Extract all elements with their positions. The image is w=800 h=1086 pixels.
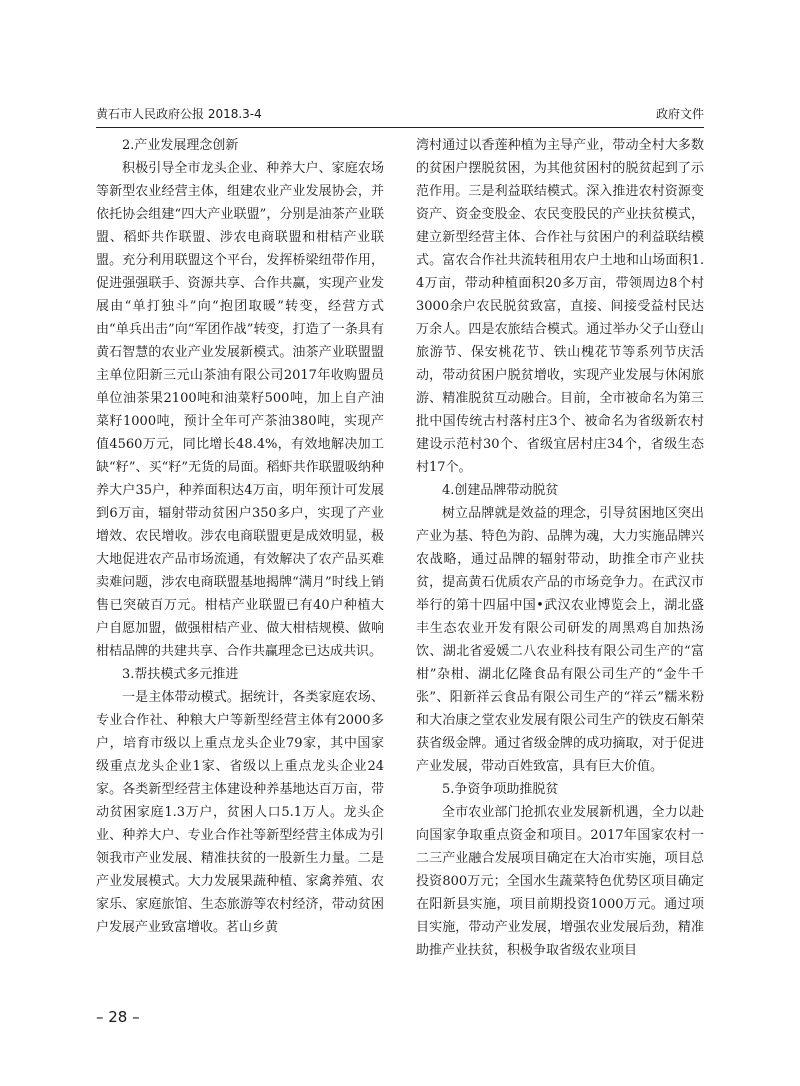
section-heading: 5.争资争项助推脱贫 <box>442 782 559 797</box>
section-heading: 4.创建品牌带动脱贫 <box>442 483 559 498</box>
section-heading: 2.产业发展理念创新 <box>122 138 239 153</box>
right-column <box>416 134 704 962</box>
page-header <box>96 104 704 124</box>
publication-title: 黄石市人民政府公报 2018.3-4 <box>96 107 262 121</box>
paragraph: 树立品牌就是效益的理念，引导贫困地区突出产业为基、特色为韵、品牌为魂，大力实施品牌兴农战略，通过品牌的辐射带动，助推全市产业扶贫，提高黄石优质农产品的市场竞争力。在武汉市举行的第十四届中国•武汉农业博览会上，湖北盛丰生态农业开发有限公司研发的周黑鸡自加热汤饮、湖北省爱媛二八农业科技有限公司生产的“富柑”杂柑、湖北亿隆食品有限公司生产的“金牛千张”、阳新祥云食品有限公司生产的“祥云”糯米粉和大冶康之堂农业发展有限公司生产的铁皮石斛荣获省级金牌。通过省级金牌的成功摘取，对于促进产业发展，带动百姓致富，具有巨大价值。 <box>416 506 704 774</box>
paragraph: 全市农业部门抢抓农业发展新机遇，全力以赴向国家争取重点资金和项目。2017年国家农村一二三产业融合发展项目确定在大冶市实施，项目总投资800万元；全国水生蔬菜特色优势区项目确定在阳新县实施，项目前期投资1000万元。通过项目实施，带动产业发展，增强农业发展后劲，精准助推产业扶贫，积极争取省级农业项目 <box>416 805 704 958</box>
section-heading: 3.帮扶模式多元推进 <box>122 667 239 682</box>
page-number: – 28 – <box>96 1008 140 1026</box>
header-rule <box>96 127 704 128</box>
left-column <box>96 134 384 939</box>
paragraph-continued: 湾村通过以香莲种植为主导产业，带动全村大多数的贫困户摆脱贫困，为其他贫困村的脱贫起到了示范作用。三是利益联结模式。深入推进农村资源变资产、资金变股金、农民变股民的产业扶贫模式，建立新型经营主体、合作社与贫困户的利益联结模式。富农合作社共流转租用农户土地和山场面积1.4万亩，带动种植面积20多万亩，带领周边8个村3000余户农民脱贫致富，直接、间接受益村民达万余人。四是农旅结合模式。通过举办父子山登山旅游节、保安桃花节、铁山槐花节等系列节庆活动，带动贫困户脱贫增收，实现产业发展与休闲旅游、精准脱贫互动融合。目前，全市被命名为第三批中国传统古村落村庄3个、被命名为省级新农村建设示范村30个、省级宜居村庄34个，省级生态村17个。 <box>416 138 704 475</box>
paragraph: 一是主体带动模式。据统计，各类家庭农场、专业合作社、种粮大户等新型经营主体有2000多户，培育市级以上重点龙头企业79家，其中国家级重点龙头企业1家、省级以上重点龙头企业24家。各类新型经营主体建设种养基地达百万亩，带动贫困家庭1.3万户，贫困人口5.1万人。龙头企业、种养大户、专业合作社等新型经营主体成为引领我市产业发展、精准扶贫的一股新生力量。二是产业发展模式。大力发展果蔬种植、家禽养殖、农家乐、家庭旅馆、生态旅游等农村经济，带动贫困户发展产业致富增收。茗山乡黄 <box>96 690 384 935</box>
paragraph: 积极引导全市龙头企业、种养大户、家庭农场等新型农业经营主体，组建农业产业发展协会，并依托协会组建“四大产业联盟”，分别是油茶产业联盟、稻虾共作联盟、涉农电商联盟和柑桔产业联盟。充分利用联盟这个平台，发挥桥梁纽带作用，促进强强联手、资源共享、合作共赢，实现产业发展由“单打独斗”向“抱团取暖”转变，经营方式由“单兵出击”向“军团作战”转变，打造了一条具有黄石智慧的农业产业发展新模式。油茶产业联盟盟主单位阳新三元山茶油有限公司2017年收购盟员单位油茶果2100吨和油菜籽500吨，加上自产油菜籽1000吨，预计全年可产茶油380吨，实现产值4560万元，同比增长48.4%，有效地解决加工缺“籽”、买“籽”无货的局面。稻虾共作联盟吸纳种养大户35户，种养面积达4万亩，明年预计可发展到6万亩，辐射带动贫困户350多户，实现了产业增效、农民增收。涉农电商联盟更是成效明显，极大地促进农产品市场流通，有效解决了农产品买难卖难问题，涉农电商联盟基地揭牌“满月”时线上销售已突破百万元。柑桔产业联盟已有40户种植大户自愿加盟，做强柑桔产业、做大柑桔规模、做响柑桔品牌的共建共享、合作共赢理念已达成共识。 <box>96 161 384 659</box>
section-title: 政府文件 <box>655 107 704 121</box>
